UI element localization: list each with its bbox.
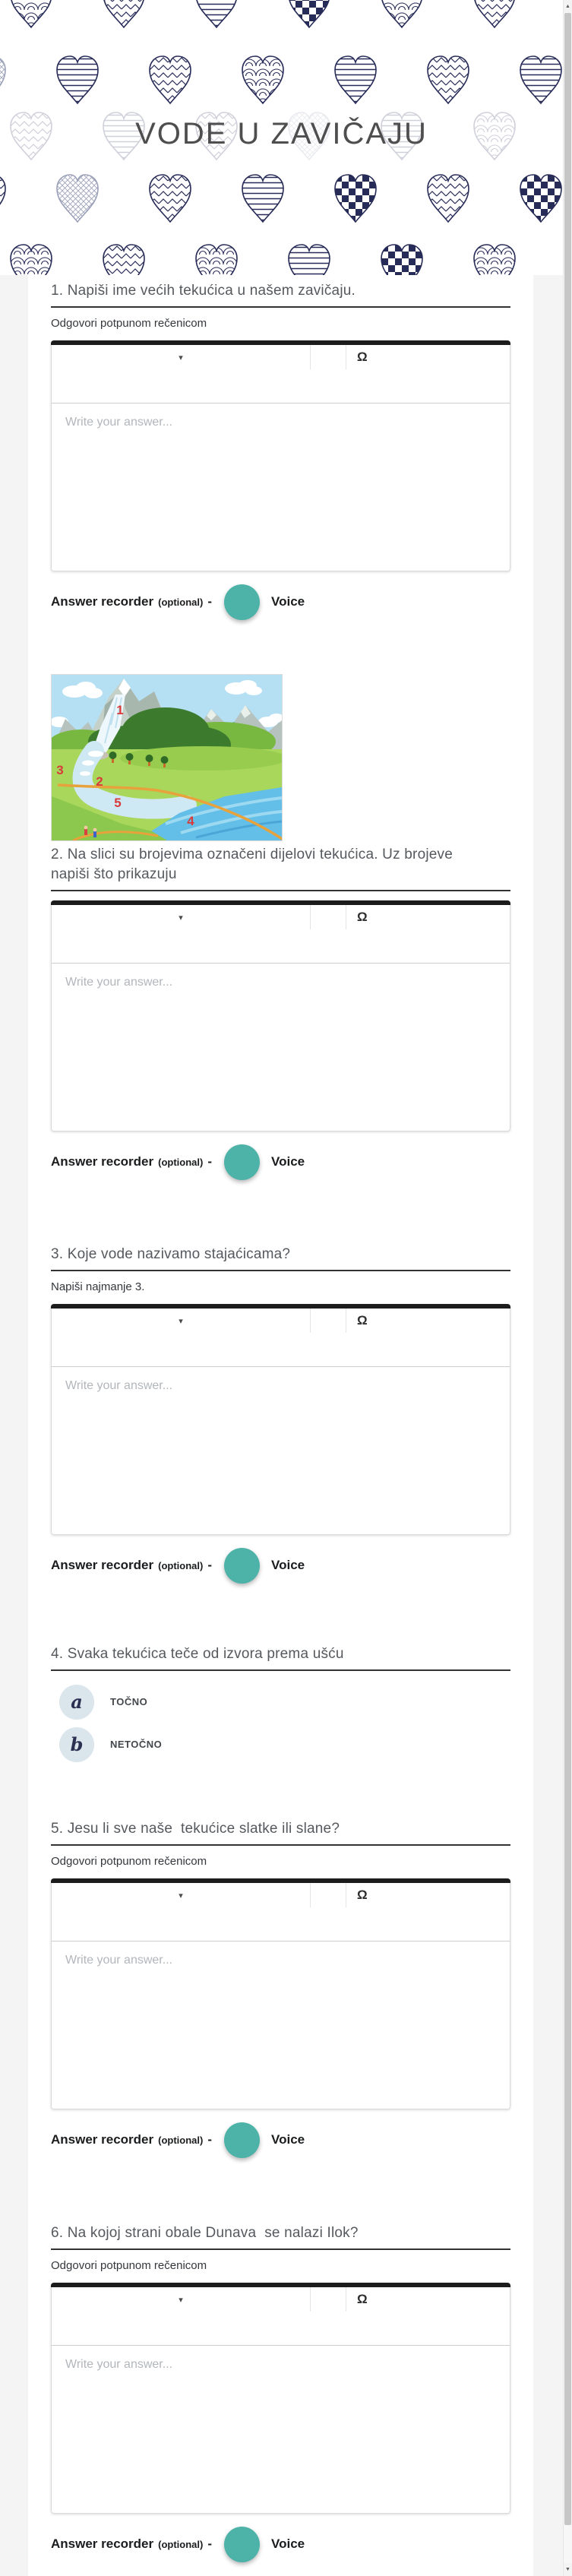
chevron-down-icon: ▾ (179, 913, 183, 922)
scrollbar-thumb[interactable] (564, 13, 571, 2525)
river-label-3: 3 (56, 763, 64, 777)
answer-recorder-row (51, 2526, 510, 2562)
recorder-label: Answer recorder (51, 2132, 154, 2147)
voice-label: Voice (271, 1154, 305, 1169)
choice-label: NETOČNO (110, 1739, 163, 1750)
recorder-optional-label: (optional) (158, 1559, 204, 1571)
question-instruction: Odgovori potpunom rečenicom (51, 317, 207, 330)
river-parts-image (51, 674, 283, 841)
scroll-down-button[interactable] (564, 2563, 572, 2576)
voice-label: Voice (271, 1558, 305, 1572)
answer-input[interactable]: Write your answer... (65, 416, 173, 429)
choice-letter-badge[interactable]: b (59, 1727, 94, 1762)
recorder-optional-label: (optional) (158, 2134, 204, 2146)
recorder-dash: - (207, 1558, 213, 1572)
answer-input[interactable]: Write your answer... (65, 2358, 173, 2371)
toolbar-spacer (311, 2287, 346, 2312)
question-divider (51, 890, 510, 891)
river-label-1: 1 (116, 703, 124, 717)
question-instruction: Odgovori potpunom rečenicom (51, 2259, 207, 2272)
question-block-6 (51, 2223, 510, 2562)
choice-option-b[interactable] (51, 1726, 510, 1762)
choice-label: TOČNO (110, 1696, 148, 1707)
omega-icon: Ω (357, 1888, 368, 1902)
river-label-2: 2 (96, 774, 103, 789)
special-characters-button[interactable] (346, 905, 510, 929)
choice-list (51, 1684, 510, 1762)
omega-icon: Ω (357, 1313, 368, 1328)
recorder-dash: - (207, 1154, 213, 1169)
question-block-3 (51, 1245, 510, 1584)
question-instruction: Odgovori potpunom rečenicom (51, 1855, 207, 1868)
answer-editor (51, 900, 510, 1131)
chevron-down-icon: ▾ (179, 2295, 183, 2305)
voice-label: Voice (271, 2132, 305, 2147)
scroll-up-icon: ▲ (565, 3, 570, 9)
voice-record-button[interactable] (224, 2122, 260, 2158)
recorder-dash: - (207, 2132, 213, 2147)
chevron-down-icon: ▾ (179, 1891, 183, 1900)
voice-label: Voice (271, 2536, 305, 2551)
question-title: 6. Na kojoj strani obale Dunava se nalazi Ilok? (51, 2225, 359, 2241)
recorder-dash: - (207, 594, 213, 609)
recorder-dash: - (207, 2536, 213, 2551)
chevron-down-icon: ▾ (179, 1316, 183, 1326)
question-divider (51, 2248, 510, 2250)
question-divider (51, 1270, 510, 1271)
river-label-5: 5 (114, 796, 122, 810)
question-title: 2. Na slici su brojevima označeni dijelovi tekućica. Uz brojeve napiši što prikazuju (51, 847, 457, 882)
omega-icon: Ω (357, 910, 368, 924)
question-title: 1. Napiši ime većih tekućica u našem zavičaju. (51, 283, 356, 299)
omega-icon: Ω (357, 350, 368, 364)
choice-option-a[interactable] (51, 1684, 510, 1720)
scrollbar[interactable] (563, 0, 572, 2576)
toolbar-spacer (311, 1309, 346, 1333)
question-block-5 (51, 1819, 510, 2158)
special-characters-button[interactable] (346, 2287, 510, 2312)
voice-record-button[interactable] (224, 584, 260, 620)
editor-toolbar (52, 1883, 510, 1941)
question-title: 3. Koje vode nazivamo stajaćicama? (51, 1246, 291, 1262)
font-dropdown[interactable] (52, 1309, 311, 1333)
question-block-1 (51, 281, 510, 620)
recorder-label: Answer recorder (51, 1558, 154, 1572)
recorder-optional-label: (optional) (158, 2538, 204, 2550)
voice-record-button[interactable] (224, 1144, 260, 1180)
omega-icon: Ω (357, 2292, 368, 2306)
voice-record-button[interactable] (224, 1548, 260, 1584)
answer-input[interactable]: Write your answer... (65, 976, 173, 989)
question-title: 4. Svaka tekućica teče od izvora prema ušću (51, 1646, 344, 1662)
toolbar-spacer (311, 345, 346, 369)
recorder-label: Answer recorder (51, 2536, 154, 2551)
answer-editor (51, 1878, 510, 2109)
answer-recorder-row (51, 1547, 510, 1584)
worksheet-banner (0, 0, 563, 275)
voice-record-button[interactable] (224, 2527, 260, 2562)
toolbar-spacer (311, 905, 346, 929)
question-block-2 (51, 845, 510, 1180)
answer-editor (51, 2283, 510, 2514)
question-block-4 (51, 1644, 510, 1762)
page-title: VODE U ZAVIČAJU (135, 116, 428, 150)
answer-recorder-row (51, 584, 510, 620)
scroll-up-button[interactable] (564, 0, 572, 12)
worksheet-body (0, 275, 563, 2576)
answer-input[interactable]: Write your answer... (65, 1379, 173, 1392)
worksheet-card (28, 275, 533, 2576)
answer-editor (51, 340, 510, 571)
river-label-4: 4 (187, 814, 194, 828)
voice-label: Voice (271, 594, 305, 609)
answer-editor (51, 1304, 510, 1535)
chevron-down-icon: ▾ (179, 353, 183, 362)
font-dropdown[interactable] (52, 905, 311, 929)
answer-input[interactable]: Write your answer... (65, 1954, 173, 1967)
recorder-label: Answer recorder (51, 1154, 154, 1169)
question-divider (51, 1669, 510, 1671)
editor-toolbar (52, 905, 510, 964)
question-instruction: Napiši najmanje 3. (51, 1280, 145, 1293)
scroll-down-icon: ▼ (565, 2567, 570, 2572)
recorder-optional-label: (optional) (158, 596, 204, 608)
editor-toolbar (52, 1309, 510, 1367)
question-title: 5. Jesu li sve naše tekućice slatke ili slane? (51, 1821, 340, 1837)
recorder-optional-label: (optional) (158, 1156, 204, 1168)
recorder-label: Answer recorder (51, 594, 154, 609)
question-divider (51, 306, 510, 308)
font-dropdown[interactable] (52, 1883, 311, 1907)
question-divider (51, 1844, 510, 1846)
answer-recorder-row (51, 1144, 510, 1180)
title-band (0, 105, 563, 163)
choice-letter-badge[interactable]: a (59, 1685, 94, 1720)
toolbar-spacer (311, 1883, 346, 1907)
special-characters-button[interactable] (346, 1309, 510, 1333)
font-dropdown[interactable] (52, 345, 311, 369)
answer-recorder-row (51, 2122, 510, 2158)
special-characters-button[interactable] (346, 345, 510, 369)
font-dropdown[interactable] (52, 2287, 311, 2312)
special-characters-button[interactable] (346, 1883, 510, 1907)
editor-toolbar (52, 2287, 510, 2346)
editor-toolbar (52, 345, 510, 403)
